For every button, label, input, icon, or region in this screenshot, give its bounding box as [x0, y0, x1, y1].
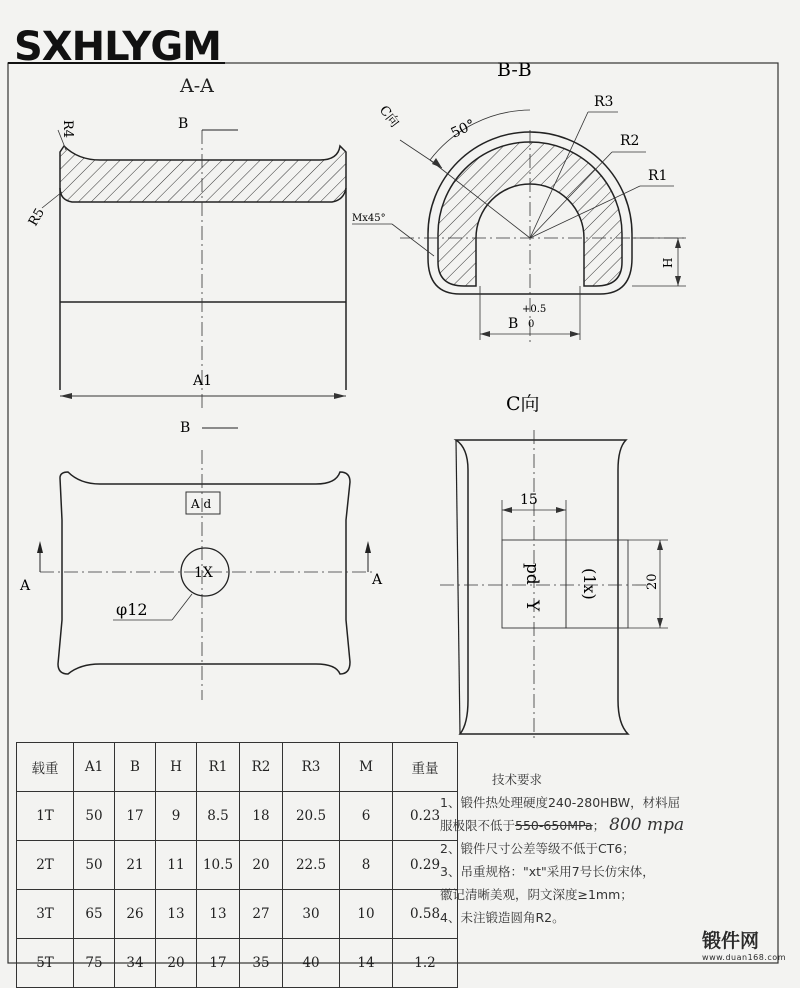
aa-title: A-A [180, 75, 214, 97]
r2-label: R2 [620, 133, 640, 149]
dim-h-arrow-top [675, 238, 681, 248]
table-cell: 30 [283, 890, 340, 939]
dim-b-arrow-right [570, 331, 580, 337]
section-mark-a-left: A [20, 578, 31, 594]
fillet-r4-label: R4 [60, 120, 75, 139]
table-cell: 0.29 [393, 841, 458, 890]
table-header-cell: H [156, 743, 197, 792]
angle-50-label: 50° [448, 116, 478, 142]
phi12-leader-2 [172, 594, 192, 620]
table-header-cell: R2 [240, 743, 283, 792]
table-cell: 50 [74, 792, 115, 841]
watermark [702, 926, 786, 962]
table-cell: 20.5 [283, 792, 340, 841]
table-header-cell: R3 [283, 743, 340, 792]
table-cell: 20 [240, 841, 283, 890]
tech-line-3a: 3、吊重规格："xt"采用7号长仿宋体， [440, 864, 655, 879]
c-stamp-1x: (1x) [580, 568, 599, 600]
brand-logo: SXHLYGM [14, 24, 221, 70]
dim-20-arrow-bottom [657, 618, 663, 628]
chamfer-m45-label: Mx45° [352, 213, 386, 224]
table-cell: 27 [240, 890, 283, 939]
tech-line-1b [440, 814, 770, 837]
dim-20-arrow-top [657, 540, 663, 550]
dim-15-arrow-left [502, 507, 512, 513]
cut-a-left-arrow [37, 541, 43, 553]
dim-h-label: H [661, 257, 675, 268]
table-cell: 3T [17, 890, 74, 939]
table-cell: 13 [156, 890, 197, 939]
table-cell: 34 [115, 939, 156, 988]
table-cell: 0.23 [393, 792, 458, 841]
table-cell: 9 [156, 792, 197, 841]
table-cell: 10 [340, 890, 393, 939]
aa-section-mark-b-top: B [178, 116, 189, 132]
dim-phi12-label: φ12 [116, 600, 148, 619]
table-row [17, 939, 458, 988]
dim-a1-arrow-left [60, 393, 72, 399]
table-cell: 21 [115, 841, 156, 890]
c-stamp-y: Y [522, 600, 542, 612]
tech-handwritten-note: 800 mpa [609, 815, 685, 835]
parameter-table [16, 742, 458, 988]
watermark-site: 锻件网 [702, 930, 760, 952]
table-header-cell: A1 [74, 743, 115, 792]
table-row [17, 890, 458, 939]
table-cell: 14 [340, 939, 393, 988]
table-cell: 11 [156, 841, 197, 890]
front-view [19, 450, 383, 700]
table-cell: 75 [74, 939, 115, 988]
tech-title: 技术要求 [492, 772, 543, 787]
table-cell: 20 [156, 939, 197, 988]
dim-15-label: 15 [520, 492, 538, 508]
tech-line-4: 4、未注锻造圆角R2。 [440, 910, 565, 925]
cut-a-right-arrow [365, 541, 371, 553]
tech-line-3b: 徽记清晰美观，阴文深度≥1mm； [440, 887, 633, 902]
table-cell: 8.5 [197, 792, 240, 841]
r1-label: R1 [648, 168, 668, 184]
r3-label: R3 [594, 94, 614, 110]
table-cell: 18 [240, 792, 283, 841]
table-header-cell: B [115, 743, 156, 792]
view-c [440, 393, 668, 740]
stamp-text: A d [191, 497, 212, 511]
dim-a1-label: A1 [193, 373, 213, 389]
technical-requirements [440, 768, 770, 929]
table-header-row [17, 743, 458, 792]
dim-b-arrow-left [480, 331, 490, 337]
table-row [17, 792, 458, 841]
table-header-cell: 重量 [393, 743, 458, 792]
table-cell: 5T [17, 939, 74, 988]
dim-a1-arrow-right [334, 393, 346, 399]
table-header-cell: R1 [197, 743, 240, 792]
tech-line-1b-struck: 550-650MPa [515, 818, 593, 833]
tech-line-1a: 1、锻件热处理硬度240-280HBW，材料屈 [440, 795, 681, 810]
c-direction-arrow [432, 158, 442, 168]
table-cell: 22.5 [283, 841, 340, 890]
table-cell: 6 [340, 792, 393, 841]
watermark-url: www.duan168.com [702, 953, 786, 962]
bb-title: B-B [497, 59, 532, 81]
section-mark-a-right: A [372, 572, 383, 588]
table-header-cell: 载重 [17, 743, 74, 792]
c-inner-left [456, 440, 460, 734]
tech-line-1b-post: ； [592, 818, 606, 833]
c-direction-label: C向 [375, 103, 402, 131]
table-cell: 65 [74, 890, 115, 939]
table-cell: 2T [17, 841, 74, 890]
c-title: C向 [506, 393, 540, 415]
r5-leader [42, 192, 62, 208]
c-stamp-pd: pd [522, 563, 542, 585]
table-cell: 1T [17, 792, 74, 841]
dim-b-tol-upper: +0.5 [522, 304, 547, 315]
table-cell: 26 [115, 890, 156, 939]
table-cell: 1.2 [393, 939, 458, 988]
marking-1x: 1X [194, 565, 213, 581]
table-cell: 10.5 [197, 841, 240, 890]
section-bb-view [352, 59, 686, 346]
dim-15-arrow-right [556, 507, 566, 513]
table-row [17, 841, 458, 890]
section-aa-view [26, 75, 346, 436]
aa-section-mark-b-bottom: B [180, 420, 191, 436]
tech-line-1b-pre: 服极限不低于 [440, 818, 516, 833]
dim-20-label: 20 [645, 573, 660, 590]
c-outline [456, 440, 628, 734]
dim-b-label: B [508, 316, 519, 332]
table-cell: 35 [240, 939, 283, 988]
table-cell: 17 [197, 939, 240, 988]
aa-hatched-section [60, 146, 346, 202]
table-cell: 13 [197, 890, 240, 939]
table-header-cell: M [340, 743, 393, 792]
table-cell: 0.58 [393, 890, 458, 939]
table-cell: 17 [115, 792, 156, 841]
dim-h-arrow-bottom [675, 276, 681, 286]
dim-b-tol-lower: 0 [528, 319, 535, 330]
table-cell: 8 [340, 841, 393, 890]
table-cell: 40 [283, 939, 340, 988]
tech-line-2: 2、锻件尺寸公差等级不低于CT6； [440, 841, 635, 856]
fillet-r5-label: R5 [25, 205, 48, 229]
table-cell: 50 [74, 841, 115, 890]
